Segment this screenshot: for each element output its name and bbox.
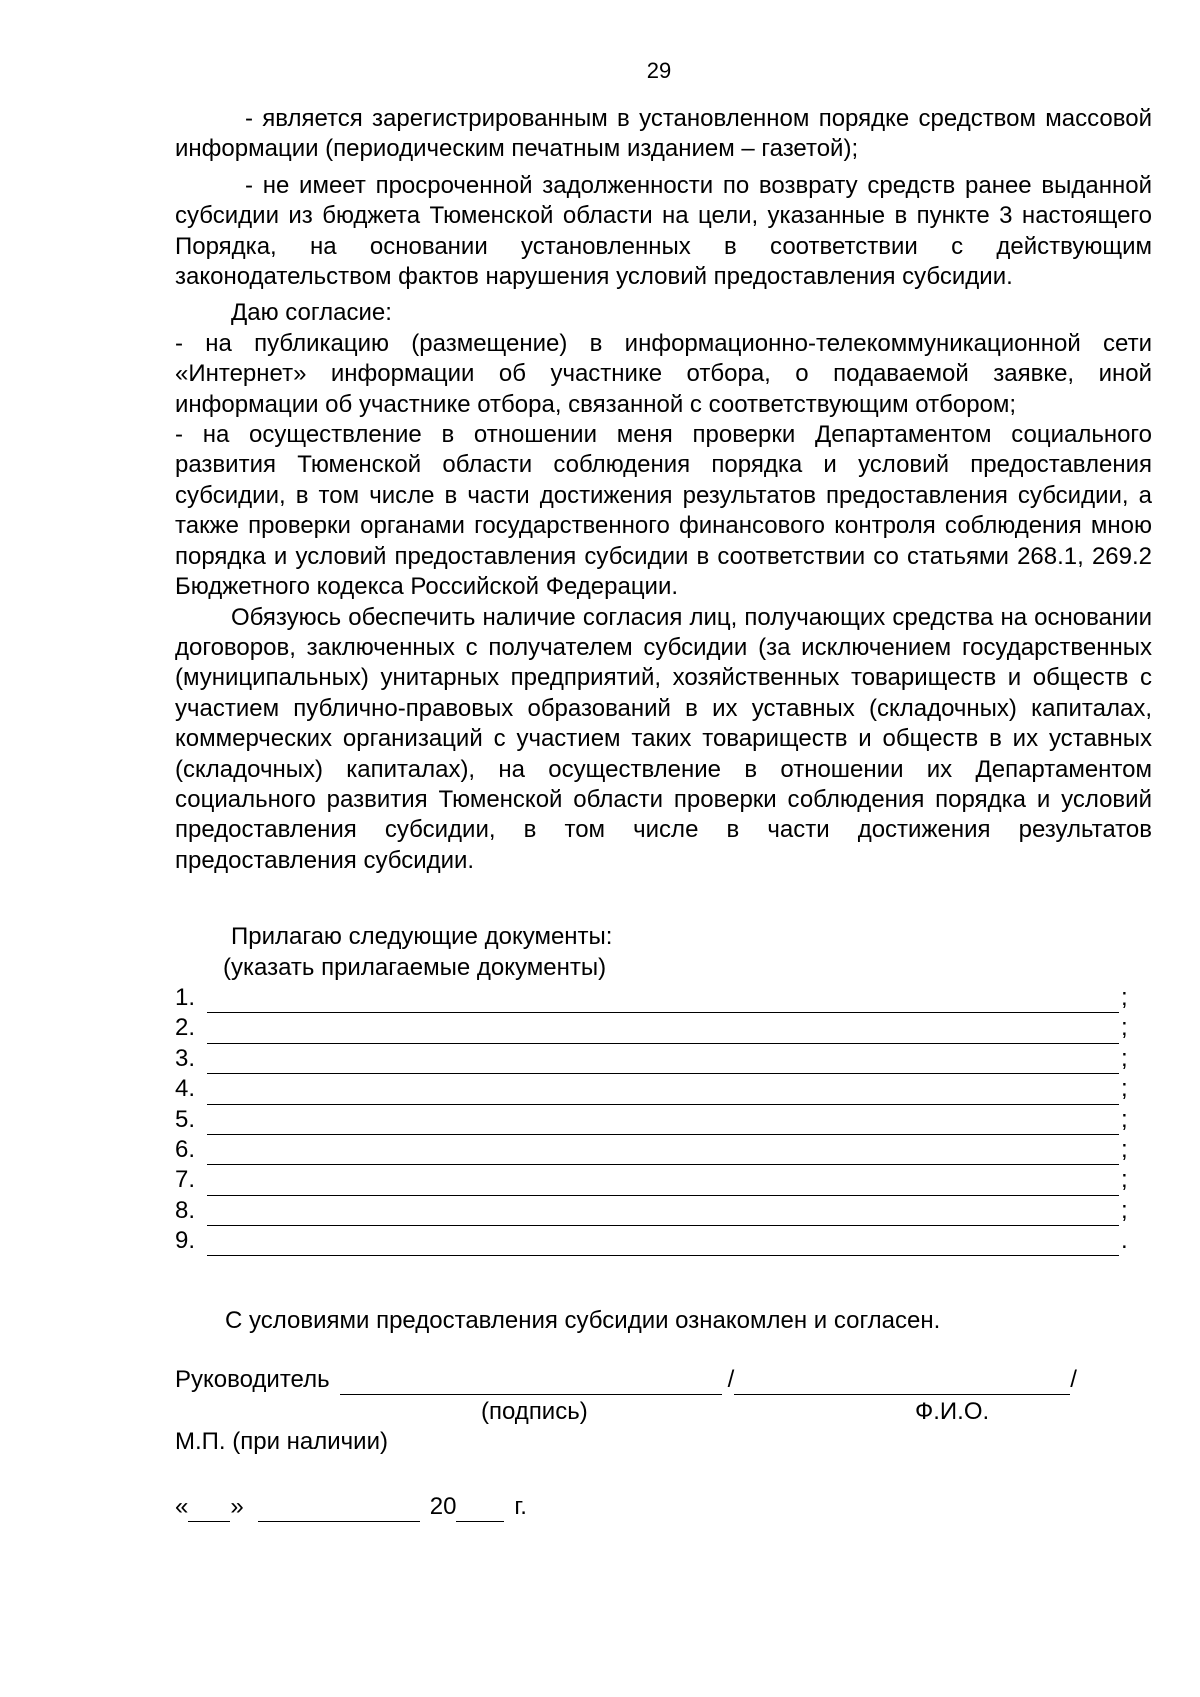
documents-title: Прилагаю следующие документы: bbox=[231, 923, 613, 951]
document-terminator: ; bbox=[1121, 1075, 1128, 1103]
paragraph-registered-media: - является зарегистрированным в установленном порядке средством массовой информации (периодическим печатным изданием – газетой); bbox=[175, 105, 1152, 163]
document-terminator: ; bbox=[1121, 983, 1128, 1011]
document-terminator: ; bbox=[1121, 1196, 1128, 1224]
document-blank[interactable] bbox=[207, 1112, 1119, 1135]
document-terminator: ; bbox=[1121, 1014, 1128, 1042]
document-line[interactable] bbox=[175, 1196, 1152, 1226]
document-line[interactable] bbox=[175, 1135, 1152, 1165]
date-close-quote: » bbox=[230, 1492, 244, 1520]
document-blank[interactable] bbox=[207, 1173, 1119, 1196]
year-field[interactable] bbox=[456, 1499, 504, 1522]
documents-list bbox=[175, 983, 1152, 1257]
document-terminator: ; bbox=[1121, 1135, 1128, 1163]
document-line[interactable] bbox=[175, 1074, 1152, 1104]
document-number: 5. bbox=[175, 1105, 196, 1133]
date-open-quote: « bbox=[175, 1492, 189, 1520]
document-terminator: ; bbox=[1121, 1044, 1128, 1072]
consent-title: Даю согласие: bbox=[231, 299, 392, 327]
signature-slash-right: / bbox=[1070, 1365, 1077, 1393]
document-number: 2. bbox=[175, 1014, 196, 1042]
agreement-statement: С условиями предоставления субсидии ознакомлен и согласен. bbox=[225, 1307, 941, 1335]
document-line[interactable] bbox=[175, 1165, 1152, 1195]
document-line[interactable] bbox=[175, 983, 1152, 1013]
document-blank[interactable] bbox=[207, 1082, 1119, 1105]
signature-field[interactable] bbox=[340, 1372, 722, 1395]
documents-hint: (указать прилагаемые документы) bbox=[223, 953, 607, 981]
document-terminator: ; bbox=[1121, 1105, 1128, 1133]
paragraph-obligation: Обязуюсь обеспечить наличие согласия лиц, получающих средства на основании договоров, заключенных с получателем субсидии (за исключением государственных (муниципальных) унитарных предприятий, хозяйственных товариществ и обществ с участием публично-правовых образований в их уставных (складочных) капиталах, коммерческих организаций с участием таких товариществ и обществ в их уставных (складочных) капиталах), на осуществление в отношении их Департаментом социального развития Тюменской области проверки соблюдения порядка и условий предоставления субсидии, в том числе в части достижения результатов предоставления субсидии. bbox=[175, 603, 1152, 874]
signature-row bbox=[175, 1365, 1152, 1395]
consent-publication: - на публикацию (размещение) в информационно-телекоммуникационной сети «Интернет» информации об участнике отбора, о подаваемой заявке, иной информации об участнике отбора, связанной с соответствующим отбором; bbox=[175, 329, 1152, 418]
document-number: 7. bbox=[175, 1166, 196, 1194]
name-field[interactable] bbox=[734, 1372, 1070, 1395]
signature-slash-left: / bbox=[727, 1365, 735, 1393]
document-terminator: . bbox=[1121, 1227, 1128, 1255]
signature-captions bbox=[175, 1395, 1152, 1425]
document-body bbox=[175, 104, 1152, 1522]
document-blank[interactable] bbox=[207, 1051, 1119, 1074]
document-number: 1. bbox=[175, 983, 196, 1011]
document-number: 6. bbox=[175, 1135, 196, 1163]
document-line[interactable] bbox=[175, 1105, 1152, 1135]
year-suffix: г. bbox=[514, 1492, 527, 1520]
document-line[interactable] bbox=[175, 1044, 1152, 1074]
caption-full-name: Ф.И.О. bbox=[915, 1398, 990, 1426]
stamp-note: М.П. (при наличии) bbox=[175, 1428, 388, 1456]
document-blank[interactable] bbox=[207, 1021, 1119, 1044]
document-blank[interactable] bbox=[207, 990, 1119, 1013]
document-terminator: ; bbox=[1121, 1166, 1128, 1194]
document-number: 3. bbox=[175, 1044, 196, 1072]
document-number: 4. bbox=[175, 1075, 196, 1103]
month-field[interactable] bbox=[258, 1499, 420, 1522]
document-blank[interactable] bbox=[207, 1233, 1119, 1256]
document-line[interactable] bbox=[175, 1226, 1152, 1256]
paragraph-no-debt: - не имеет просроченной задолженности по возврату средств ранее выданной субсидии из бюджета Тюменской области на цели, указанные в пункте 3 настоящего Порядка, на основании установленных в соответствии с действующим законодательством фактов нарушения условий предоставления субсидии. bbox=[175, 171, 1152, 291]
signature-label: Руководитель bbox=[175, 1365, 330, 1393]
caption-signature: (подпись) bbox=[481, 1398, 588, 1426]
document-blank[interactable] bbox=[207, 1142, 1119, 1165]
document-line[interactable] bbox=[175, 1013, 1152, 1043]
document-blank[interactable] bbox=[207, 1203, 1119, 1226]
page-number: 29 bbox=[646, 58, 672, 83]
day-field[interactable] bbox=[188, 1499, 230, 1522]
year-prefix: 20 bbox=[429, 1492, 457, 1520]
consent-inspection: - на осуществление в отношении меня проверки Департаментом социального развития Тюменской области соблюдения порядка и условий предоставления субсидии, в том числе в части достижения результатов предоставления субсидии, а также проверки органами государственного финансового контроля соблюдения мною порядка и условий предоставления субсидии в соответствии со статьями 268.1, 269.2 Бюджетного кодекса Российской Федерации. bbox=[175, 421, 1152, 601]
date-row bbox=[175, 1492, 1152, 1522]
document-number: 9. bbox=[175, 1227, 196, 1255]
document-number: 8. bbox=[175, 1196, 196, 1224]
